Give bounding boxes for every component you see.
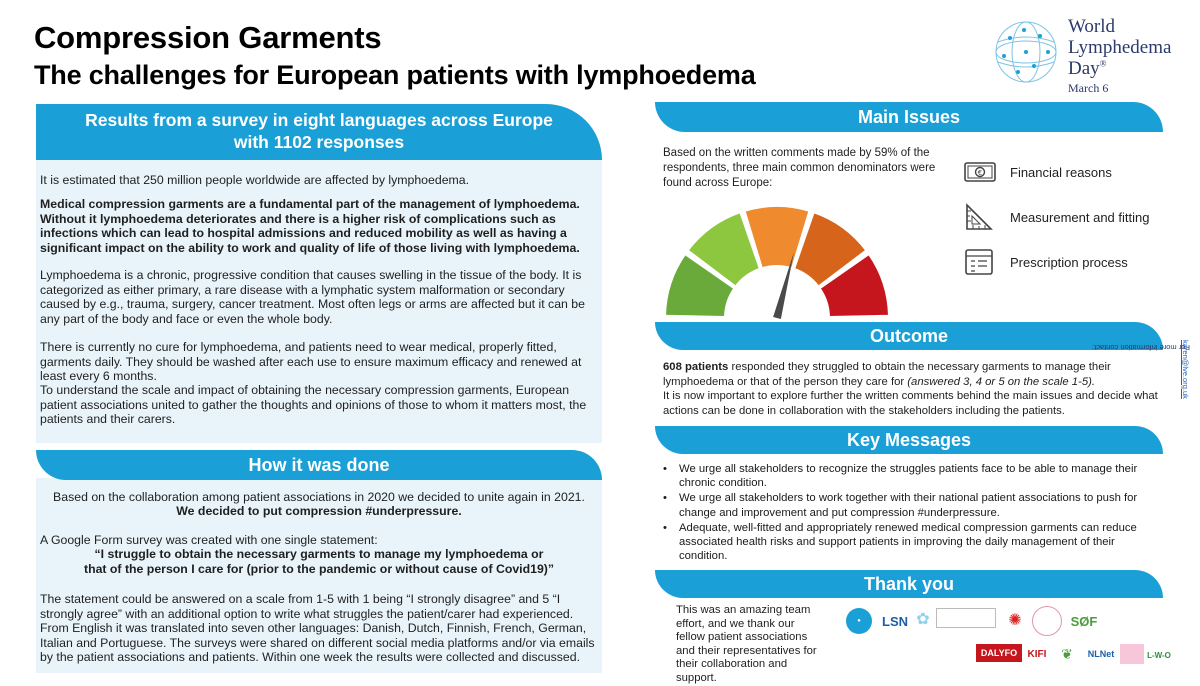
svg-text:€: € (977, 169, 983, 177)
outcome-text: 608 patients responded they struggled to obtain the necessary garments to manage their lymphoedema or that of the person they care for (answered 3, 4 or 5 on the scale 1-5). It is now important to explore further the written comments behind the main issues and decide what actions can be done in collaboration with the stakeholders including the patients. (663, 361, 1158, 417)
thank-you-text: This was an amazing team effort, and we thank our fellow patient associations and their representatives for their collaboration and support. (676, 604, 817, 684)
logo-line-2: Lymphedema (1068, 37, 1172, 58)
page-title: Compression Garments (34, 20, 382, 55)
partner-logo-circle: ● (846, 608, 872, 634)
ribbon-icon: ✿ (916, 611, 930, 628)
results-paragraph-5: To understand the scale and impact of obtaining the necessary compression garments, European patient associations united to gather the thoughts and opinions of those to whom it matters most, the patients and their carers. (40, 383, 587, 427)
contact-email-link[interactable]: karen@lve.org.uk (1181, 340, 1190, 399)
results-paragraph-2: Medical compression garments are a fundamental part of the management of lymphoedema. Without it lymphoedema deteriorates and there is a higher risk of complications such as infections which can lead to hospital admissions and reduced mobility as well as having a significant impact on the ability to work and quality of life of those living with lymphoedema. (40, 197, 580, 255)
issue-measurement: Measurement and fitting (963, 202, 1149, 232)
results-banner: Results from a survey in eight languages across Europe with 1102 responses (36, 104, 602, 160)
partner-logo-sof: SØF (1070, 613, 1098, 629)
money-icon (963, 157, 997, 187)
survey-statement-quote: “I struggle to obtain the necessary garments to manage my lymphoedema or that of the person I care for (prior to the pandemic or without cause of Covid19)” (83, 547, 555, 576)
partner-logo-nlnet: NLNet (1087, 649, 1115, 659)
partner-logos (842, 604, 1172, 672)
key-message-item: • Adequate, well-fitted and appropriately renewed medical compression garments can reduce associated health risks and support patients in improving the daily management of their condition. (663, 521, 1163, 564)
logo-line-3: Day® (1068, 58, 1107, 79)
globe-icon (990, 16, 1062, 88)
outcome-banner: Outcome (655, 322, 1163, 350)
main-issues-banner: Main Issues (655, 102, 1163, 132)
partner-logo-lwo: L-W-O (1147, 650, 1171, 660)
partner-logo-lymphoedema (1106, 608, 1146, 634)
contact-info: For more information contact: karen@lve.org.uk (1092, 340, 1190, 399)
main-issues-intro: Based on the written comments made by 59% of the respondents, three main common denominators were found across Europe: (663, 147, 936, 189)
how-banner: How it was done (36, 450, 602, 480)
key-message-item: • We urge all stakeholders to recognize the struggles patients face to be able to manage their chronic condition. (663, 462, 1163, 490)
issue-financial: € Financial reasons (963, 157, 1112, 187)
world-lymphedema-day-logo (990, 16, 1180, 96)
key-message-item: • We urge all stakeholders to work together with their national patient associations to push for change and improvement and put compression #underpressure. (663, 491, 1163, 519)
thank-you-banner: Thank you (655, 570, 1163, 598)
results-paragraph-4: There is currently no cure for lymphoedema, and patients need to wear medical, properly fitted, garments daily. They should be washed after each use to ensure maximum efficacy and renewed at least every 6 months. (40, 340, 582, 384)
how-paragraph-4: The statement could be answered on a scale from 1-5 with 1 being “I strongly disagree” and 5 “I strongly agree” with an additional option to write what struggles the patient/carer had experienced. From English it was translated into seven other languages: Danish, Dutch, Finnish, French, German, Italian and Portuguese. The surveys were shared on different social media platforms and/or via emails by the patient associations and patients. Within one week the results were collected and discussed. (40, 592, 595, 665)
partner-logo-small (936, 608, 996, 628)
partner-logo-leaf: ❦ (1061, 645, 1073, 662)
how-paragraph-1: Based on the collaboration among patient associations in 2020 we decided to unite again in 2021. (53, 490, 585, 504)
key-messages-list (663, 462, 1163, 564)
page-subtitle: The challenges for European patients with lymphoedema (34, 60, 756, 90)
results-paragraph-3: Lymphoedema is a chronic, progressive condition that causes swelling in the tissue of the body. It is categorized as either primary, a rare disease with a lymphatic system malformation or secondary caused by e.g., trauma, surgery, cancer treatment. Most often legs or arms are affected but it can be any part of the body and face or even the whole body. (40, 268, 585, 326)
crab-icon: ✺ (1008, 612, 1022, 629)
how-paragraph-3: A Google Form survey was created with one single statement: (40, 533, 378, 547)
partner-logo-lsn: LSN (882, 613, 908, 629)
how-paragraph-2: We decided to put compression #underpressure. (176, 504, 462, 518)
partner-logo-ss (1150, 608, 1172, 630)
partner-logo-small-4 (1120, 644, 1144, 664)
partner-logo-small-3 (928, 642, 972, 668)
ruler-icon (963, 202, 997, 232)
partner-logo-dalyfo: DALYFO (976, 644, 1022, 662)
partner-logo-alt (846, 640, 880, 668)
gauge-svg (655, 200, 900, 320)
results-paragraph-1: It is estimated that 250 million people worldwide are affected by lymphoedema. (40, 173, 470, 187)
key-messages-banner: Key Messages (655, 426, 1163, 454)
issue-prescription: Prescription process (963, 247, 1128, 277)
logo-line-1: World (1068, 16, 1116, 37)
partner-logo-kifi: KIFI (1027, 648, 1047, 660)
partner-logo-small-2 (884, 642, 924, 668)
gauge-graphic (655, 200, 900, 320)
partner-logo-round (1032, 606, 1062, 636)
prescription-icon (963, 247, 997, 277)
logo-line-4: March 6 (1068, 81, 1109, 95)
